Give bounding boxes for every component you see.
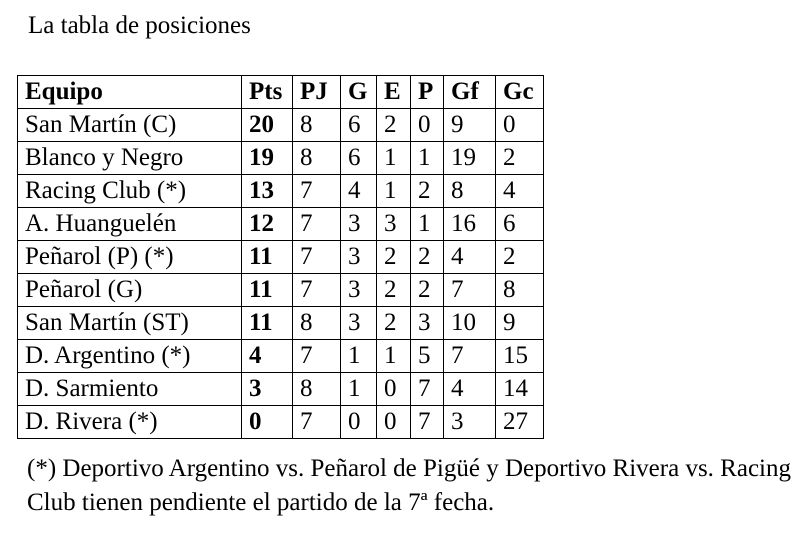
pj-cell: 7	[293, 175, 341, 208]
gc-cell: 6	[496, 208, 544, 241]
gf-cell: 8	[444, 175, 496, 208]
p-cell: 1	[411, 142, 444, 175]
gf-cell: 19	[444, 142, 496, 175]
header-pj: PJ	[293, 76, 341, 109]
table-row	[18, 373, 544, 406]
pts-cell: 4	[242, 340, 293, 373]
g-cell: 4	[341, 175, 377, 208]
pts-cell: 11	[242, 274, 293, 307]
g-cell: 1	[341, 373, 377, 406]
p-cell: 2	[411, 274, 444, 307]
team-cell: San Martín (C)	[18, 109, 242, 142]
g-cell: 3	[341, 241, 377, 274]
gf-cell: 10	[444, 307, 496, 340]
table-row	[18, 109, 544, 142]
table-row	[18, 340, 544, 373]
e-cell: 2	[377, 109, 411, 142]
gc-cell: 14	[496, 373, 544, 406]
standings-table	[17, 75, 544, 439]
p-cell: 1	[411, 208, 444, 241]
table-row	[18, 208, 544, 241]
g-cell: 3	[341, 307, 377, 340]
pj-cell: 7	[293, 241, 341, 274]
pts-cell: 11	[242, 241, 293, 274]
gc-cell: 27	[496, 406, 544, 439]
team-cell: Blanco y Negro	[18, 142, 242, 175]
g-cell: 3	[341, 208, 377, 241]
pj-cell: 8	[293, 373, 341, 406]
p-cell: 7	[411, 373, 444, 406]
table-row	[18, 307, 544, 340]
gc-cell: 9	[496, 307, 544, 340]
pts-cell: 20	[242, 109, 293, 142]
header-gf: Gf	[444, 76, 496, 109]
pj-cell: 7	[293, 208, 341, 241]
table-row	[18, 406, 544, 439]
header-gc: Gc	[496, 76, 544, 109]
table-row	[18, 175, 544, 208]
g-cell: 0	[341, 406, 377, 439]
gc-cell: 15	[496, 340, 544, 373]
team-cell: A. Huanguelén	[18, 208, 242, 241]
p-cell: 7	[411, 406, 444, 439]
e-cell: 2	[377, 307, 411, 340]
pts-cell: 11	[242, 307, 293, 340]
e-cell: 3	[377, 208, 411, 241]
pj-cell: 8	[293, 109, 341, 142]
e-cell: 0	[377, 406, 411, 439]
e-cell: 1	[377, 340, 411, 373]
pj-cell: 8	[293, 307, 341, 340]
pts-cell: 13	[242, 175, 293, 208]
header-e: E	[377, 76, 411, 109]
gc-cell: 4	[496, 175, 544, 208]
table-row	[18, 274, 544, 307]
p-cell: 5	[411, 340, 444, 373]
team-cell: D. Rivera (*)	[18, 406, 242, 439]
gf-cell: 4	[444, 241, 496, 274]
g-cell: 3	[341, 274, 377, 307]
p-cell: 2	[411, 241, 444, 274]
page-title: La tabla de posiciones	[28, 12, 251, 39]
pj-cell: 7	[293, 406, 341, 439]
g-cell: 6	[341, 142, 377, 175]
table-row	[18, 241, 544, 274]
p-cell: 3	[411, 307, 444, 340]
header-equipo: Equipo	[18, 76, 242, 109]
e-cell: 0	[377, 373, 411, 406]
gf-cell: 3	[444, 406, 496, 439]
gf-cell: 4	[444, 373, 496, 406]
g-cell: 6	[341, 109, 377, 142]
footnote: (*) Deportivo Argentino vs. Peñarol de Pigüé y Deportivo Rivera vs. Racing Club tienen pendiente el partido de la 7ª fecha.	[27, 455, 791, 516]
team-cell: San Martín (ST)	[18, 307, 242, 340]
gc-cell: 8	[496, 274, 544, 307]
gc-cell: 0	[496, 109, 544, 142]
p-cell: 0	[411, 109, 444, 142]
e-cell: 2	[377, 274, 411, 307]
team-cell: D. Sarmiento	[18, 373, 242, 406]
team-cell: Peñarol (P) (*)	[18, 241, 242, 274]
pts-cell: 3	[242, 373, 293, 406]
pj-cell: 8	[293, 142, 341, 175]
table-header-row	[18, 76, 544, 109]
gf-cell: 16	[444, 208, 496, 241]
gc-cell: 2	[496, 241, 544, 274]
team-cell: D. Argentino (*)	[18, 340, 242, 373]
table-body	[18, 109, 544, 439]
gf-cell: 7	[444, 274, 496, 307]
team-cell: Racing Club (*)	[18, 175, 242, 208]
g-cell: 1	[341, 340, 377, 373]
pts-cell: 12	[242, 208, 293, 241]
header-p: P	[411, 76, 444, 109]
header-g: G	[341, 76, 377, 109]
gf-cell: 7	[444, 340, 496, 373]
pts-cell: 0	[242, 406, 293, 439]
e-cell: 2	[377, 241, 411, 274]
team-cell: Peñarol (G)	[18, 274, 242, 307]
pj-cell: 7	[293, 274, 341, 307]
p-cell: 2	[411, 175, 444, 208]
e-cell: 1	[377, 142, 411, 175]
pts-cell: 19	[242, 142, 293, 175]
e-cell: 1	[377, 175, 411, 208]
pj-cell: 7	[293, 340, 341, 373]
table-row	[18, 142, 544, 175]
gc-cell: 2	[496, 142, 544, 175]
header-pts: Pts	[242, 76, 293, 109]
gf-cell: 9	[444, 109, 496, 142]
